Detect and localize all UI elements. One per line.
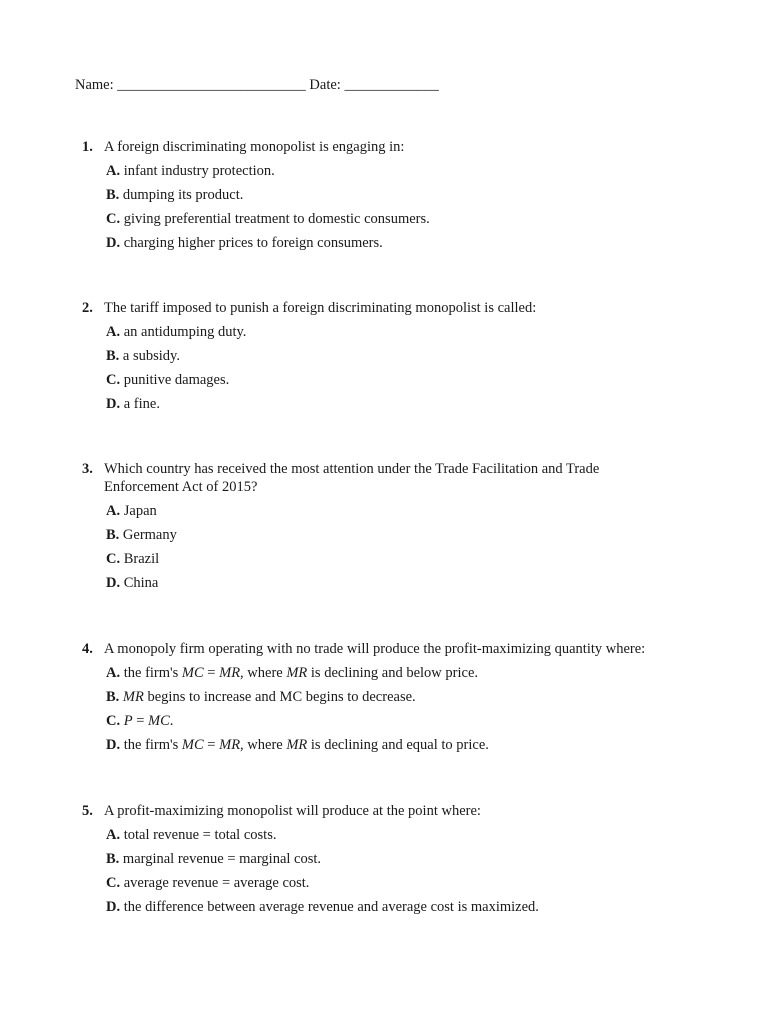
option-text: marginal revenue = marginal cost. bbox=[122, 851, 322, 867]
option-c bbox=[106, 547, 682, 571]
name-label: Name: bbox=[75, 77, 114, 93]
option-d bbox=[106, 733, 682, 757]
name-blank[interactable]: __________________________ bbox=[117, 77, 306, 93]
option-letter: D. bbox=[106, 575, 121, 591]
question-3 bbox=[82, 460, 682, 595]
option-a bbox=[106, 823, 682, 847]
option-d bbox=[106, 231, 682, 255]
option-letter: C. bbox=[106, 713, 121, 729]
option-letter: B. bbox=[106, 348, 120, 364]
option-text: a subsidy. bbox=[122, 348, 180, 364]
option-letter: D. bbox=[106, 899, 121, 915]
option-b bbox=[106, 685, 682, 709]
option-text: total revenue = total costs. bbox=[123, 827, 277, 843]
option-a bbox=[106, 661, 682, 685]
option-letter: B. bbox=[106, 187, 120, 203]
option-letter: A. bbox=[106, 503, 121, 519]
option-letter: C. bbox=[106, 551, 121, 567]
option-b bbox=[106, 344, 682, 368]
question-stem bbox=[82, 299, 682, 317]
option-text: P = MC. bbox=[123, 713, 174, 729]
option-c bbox=[106, 368, 682, 392]
question-number: 5. bbox=[82, 803, 93, 819]
question-number: 4. bbox=[82, 641, 93, 657]
option-text: Germany bbox=[122, 527, 177, 543]
option-a bbox=[106, 159, 682, 183]
question-2 bbox=[82, 299, 682, 416]
options-list bbox=[106, 159, 682, 255]
option-b bbox=[106, 847, 682, 871]
question-number: 2. bbox=[82, 300, 93, 316]
option-text: China bbox=[123, 575, 159, 591]
option-text: Japan bbox=[123, 503, 157, 519]
option-text: average revenue = average cost. bbox=[123, 875, 310, 891]
question-text: A profit-maximizing monopolist will produce at the point where: bbox=[104, 803, 481, 819]
option-letter: A. bbox=[106, 324, 121, 340]
date-blank[interactable]: _____________ bbox=[344, 77, 439, 93]
option-letter: A. bbox=[106, 163, 121, 179]
option-c bbox=[106, 871, 682, 895]
option-a bbox=[106, 499, 682, 523]
option-letter: D. bbox=[106, 737, 121, 753]
date-label: Date: bbox=[309, 77, 341, 93]
option-letter: D. bbox=[106, 235, 121, 251]
question-stem bbox=[82, 802, 682, 820]
option-letter: D. bbox=[106, 396, 121, 412]
option-text: charging higher prices to foreign consumers. bbox=[123, 235, 383, 251]
option-letter: B. bbox=[106, 689, 120, 705]
option-letter: C. bbox=[106, 211, 121, 227]
options-list bbox=[106, 823, 682, 919]
option-letter: C. bbox=[106, 372, 121, 388]
option-d bbox=[106, 392, 682, 416]
option-b bbox=[106, 183, 682, 207]
question-text: A foreign discriminating monopolist is engaging in: bbox=[104, 139, 405, 155]
option-letter: C. bbox=[106, 875, 121, 891]
question-text: Which country has received the most attention under the Trade Facilitation and Trade Enforcement Act of 2015? bbox=[104, 461, 600, 495]
option-text: infant industry protection. bbox=[123, 163, 275, 179]
name-date-header bbox=[75, 77, 439, 94]
options-list bbox=[106, 320, 682, 416]
option-c bbox=[106, 709, 682, 733]
option-c bbox=[106, 207, 682, 231]
option-text: an antidumping duty. bbox=[123, 324, 247, 340]
option-text: the firm's MC = MR, where MR is declining and below price. bbox=[123, 665, 479, 681]
option-letter: A. bbox=[106, 665, 121, 681]
option-text: MR begins to increase and MC begins to decrease. bbox=[122, 689, 416, 705]
question-text: A monopoly firm operating with no trade will produce the profit-maximizing quantity where: bbox=[104, 641, 646, 657]
question-stem bbox=[82, 460, 682, 496]
option-d bbox=[106, 895, 682, 919]
question-text: The tariff imposed to punish a foreign discriminating monopolist is called: bbox=[104, 300, 537, 316]
question-number: 1. bbox=[82, 139, 93, 155]
option-a bbox=[106, 320, 682, 344]
question-number: 3. bbox=[82, 461, 93, 477]
option-letter: B. bbox=[106, 527, 120, 543]
option-text: a fine. bbox=[123, 396, 160, 412]
option-text: punitive damages. bbox=[123, 372, 230, 388]
options-list bbox=[106, 661, 682, 757]
option-text: Brazil bbox=[123, 551, 160, 567]
question-stem bbox=[82, 138, 682, 156]
option-d bbox=[106, 571, 682, 595]
option-letter: B. bbox=[106, 851, 120, 867]
question-stem bbox=[82, 640, 682, 658]
option-b bbox=[106, 523, 682, 547]
question-1 bbox=[82, 138, 682, 255]
question-4 bbox=[82, 640, 682, 757]
option-text: the difference between average revenue and average cost is maximized. bbox=[123, 899, 539, 915]
option-text: giving preferential treatment to domestic consumers. bbox=[123, 211, 430, 227]
option-text: the firm's MC = MR, where MR is declining and equal to price. bbox=[123, 737, 489, 753]
option-letter: A. bbox=[106, 827, 121, 843]
option-text: dumping its product. bbox=[122, 187, 244, 203]
options-list bbox=[106, 499, 682, 595]
question-5 bbox=[82, 802, 682, 919]
